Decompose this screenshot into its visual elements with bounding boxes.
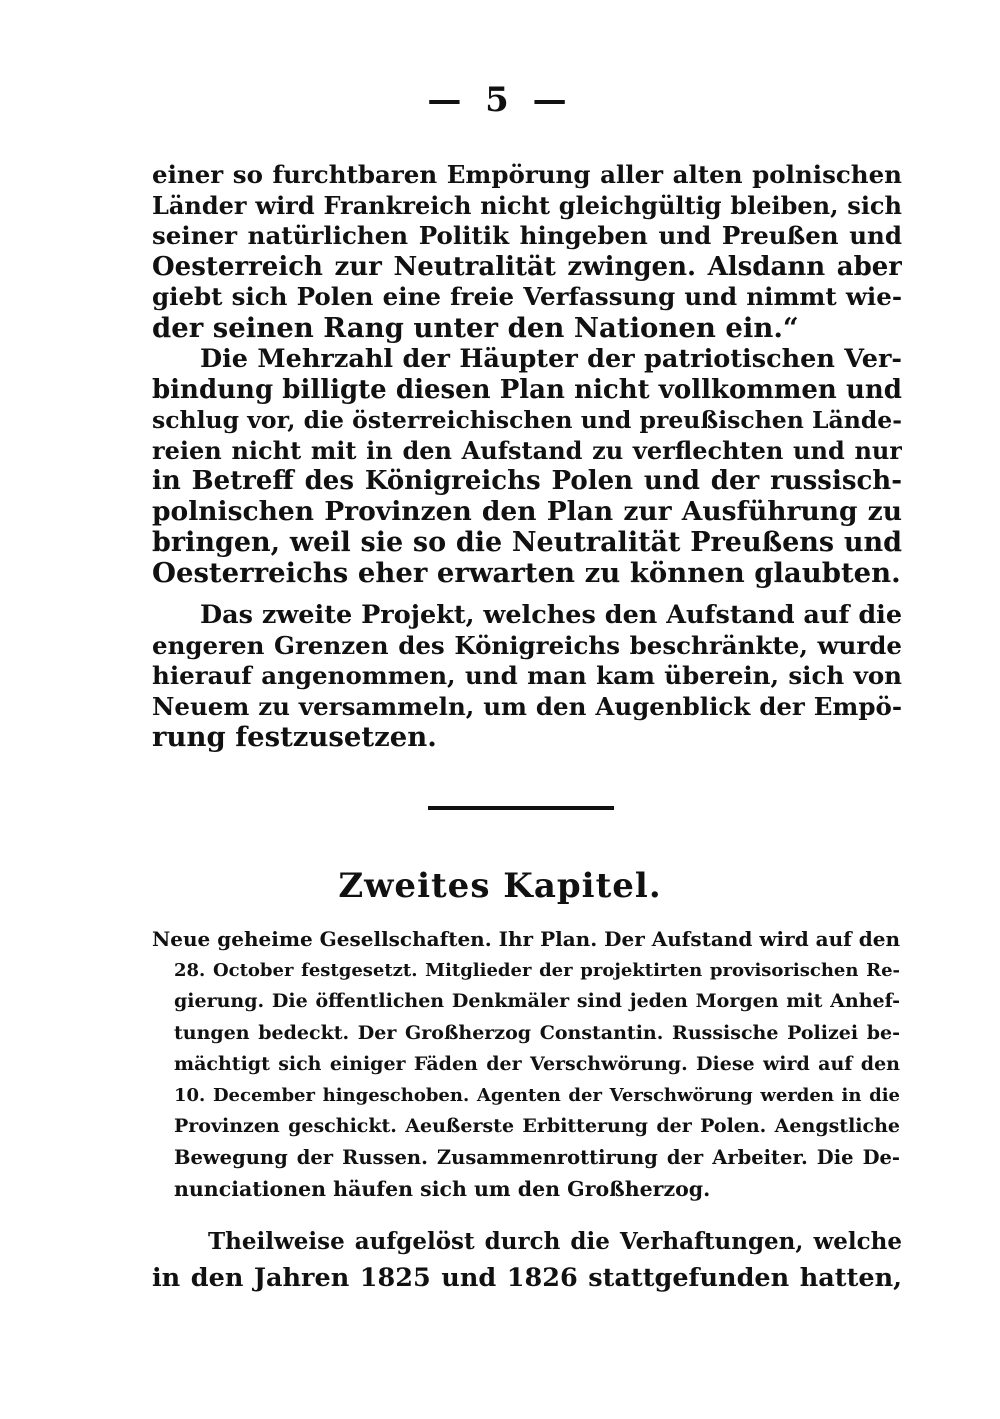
text-line: bringen, weil sie so die Neutralität Preußens und <box>152 527 902 558</box>
summary-line: gierung. Die öffentlichen Denkmäler sind jeden Morgen mit Anhef- <box>174 990 900 1013</box>
summary-line: Provinzen geschickt. Aeußerste Erbitterung der Polen. Aengstliche <box>174 1115 900 1138</box>
text-line: seiner natürlichen Politik hingeben und Preußen und <box>152 221 902 251</box>
text-line: rung festzusetzen. <box>152 722 437 753</box>
text-line: in den Jahren 1825 und 1826 stattgefunden hatten, <box>152 1263 902 1293</box>
paragraph-3 <box>152 600 902 753</box>
summary-line: 10. December hingeschoben. Agenten der Verschwörung werden in die <box>174 1084 900 1106</box>
paragraph-1 <box>152 160 902 344</box>
text-line: bindung billigte diesen Plan nicht vollkommen und <box>152 374 902 405</box>
summary-line: tungen bedeckt. Der Großherzog Constantin. Russische Polizei be- <box>174 1021 900 1044</box>
text-line: Oesterreich zur Neutralität zwingen. Alsdann aber <box>152 251 902 282</box>
text-line: Die Mehrzahl der Häupter der patriotischen Ver- <box>200 344 902 374</box>
summary-line: Bewegung der Russen. Zusammenrottirung der Arbeiter. Die De- <box>174 1146 900 1170</box>
text-line: in Betreff des Königreichs Polen und der russisch- <box>152 466 902 497</box>
text-line: Theilweise aufgelöst durch die Verhaftungen, welche <box>208 1228 902 1255</box>
paragraph-2 <box>152 344 902 589</box>
text-line: giebt sich Polen eine freie Verfassung und nimmt wie- <box>152 282 902 312</box>
page-number: — 5 — <box>427 80 573 120</box>
summary-line: mächtigt sich einiger Fäden der Verschwörung. Diese wird auf den <box>174 1052 900 1075</box>
text-line: einer so furchtbaren Empörung aller alten polnischen <box>152 160 902 189</box>
text-line: Länder wird Frankreich nicht gleichgültig bleiben, sich <box>152 190 902 220</box>
chapter-summary <box>152 924 900 1205</box>
text-line: polnischen Provinzen den Plan zur Ausführung zu <box>152 496 902 527</box>
text-line: reien nicht mit in den Aufstand zu verflechten und nur <box>152 435 902 465</box>
text-line: hierauf angenommen, und man kam überein, sich von <box>152 661 902 691</box>
section-divider <box>428 806 614 810</box>
text-line: Das zweite Projekt, welches den Aufstand auf die <box>200 600 902 630</box>
summary-line: Neue geheime Gesellschaften. Ihr Plan. Der Aufstand wird auf den <box>152 927 900 951</box>
paragraph-4 <box>152 1224 902 1296</box>
text-line: schlug vor, die österreichischen und preußischen Lände- <box>152 406 902 435</box>
text-line: der seinen Rang unter den Nationen ein.“ <box>152 312 799 344</box>
chapter-title: Zweites Kapitel. <box>338 866 662 906</box>
summary-line: 28. October festgesetzt. Mitglieder der projektirten provisorischen Re- <box>174 960 900 982</box>
text-line: engeren Grenzen des Königreichs beschränkte, wurde <box>152 630 902 660</box>
text-line: Neuem zu versammeln, um den Augenblick der Empö- <box>152 691 902 721</box>
summary-line: nunciationen häufen sich um den Großherzog. <box>174 1176 711 1201</box>
text-line: Oesterreichs eher erwarten zu können glaubten. <box>152 558 901 589</box>
